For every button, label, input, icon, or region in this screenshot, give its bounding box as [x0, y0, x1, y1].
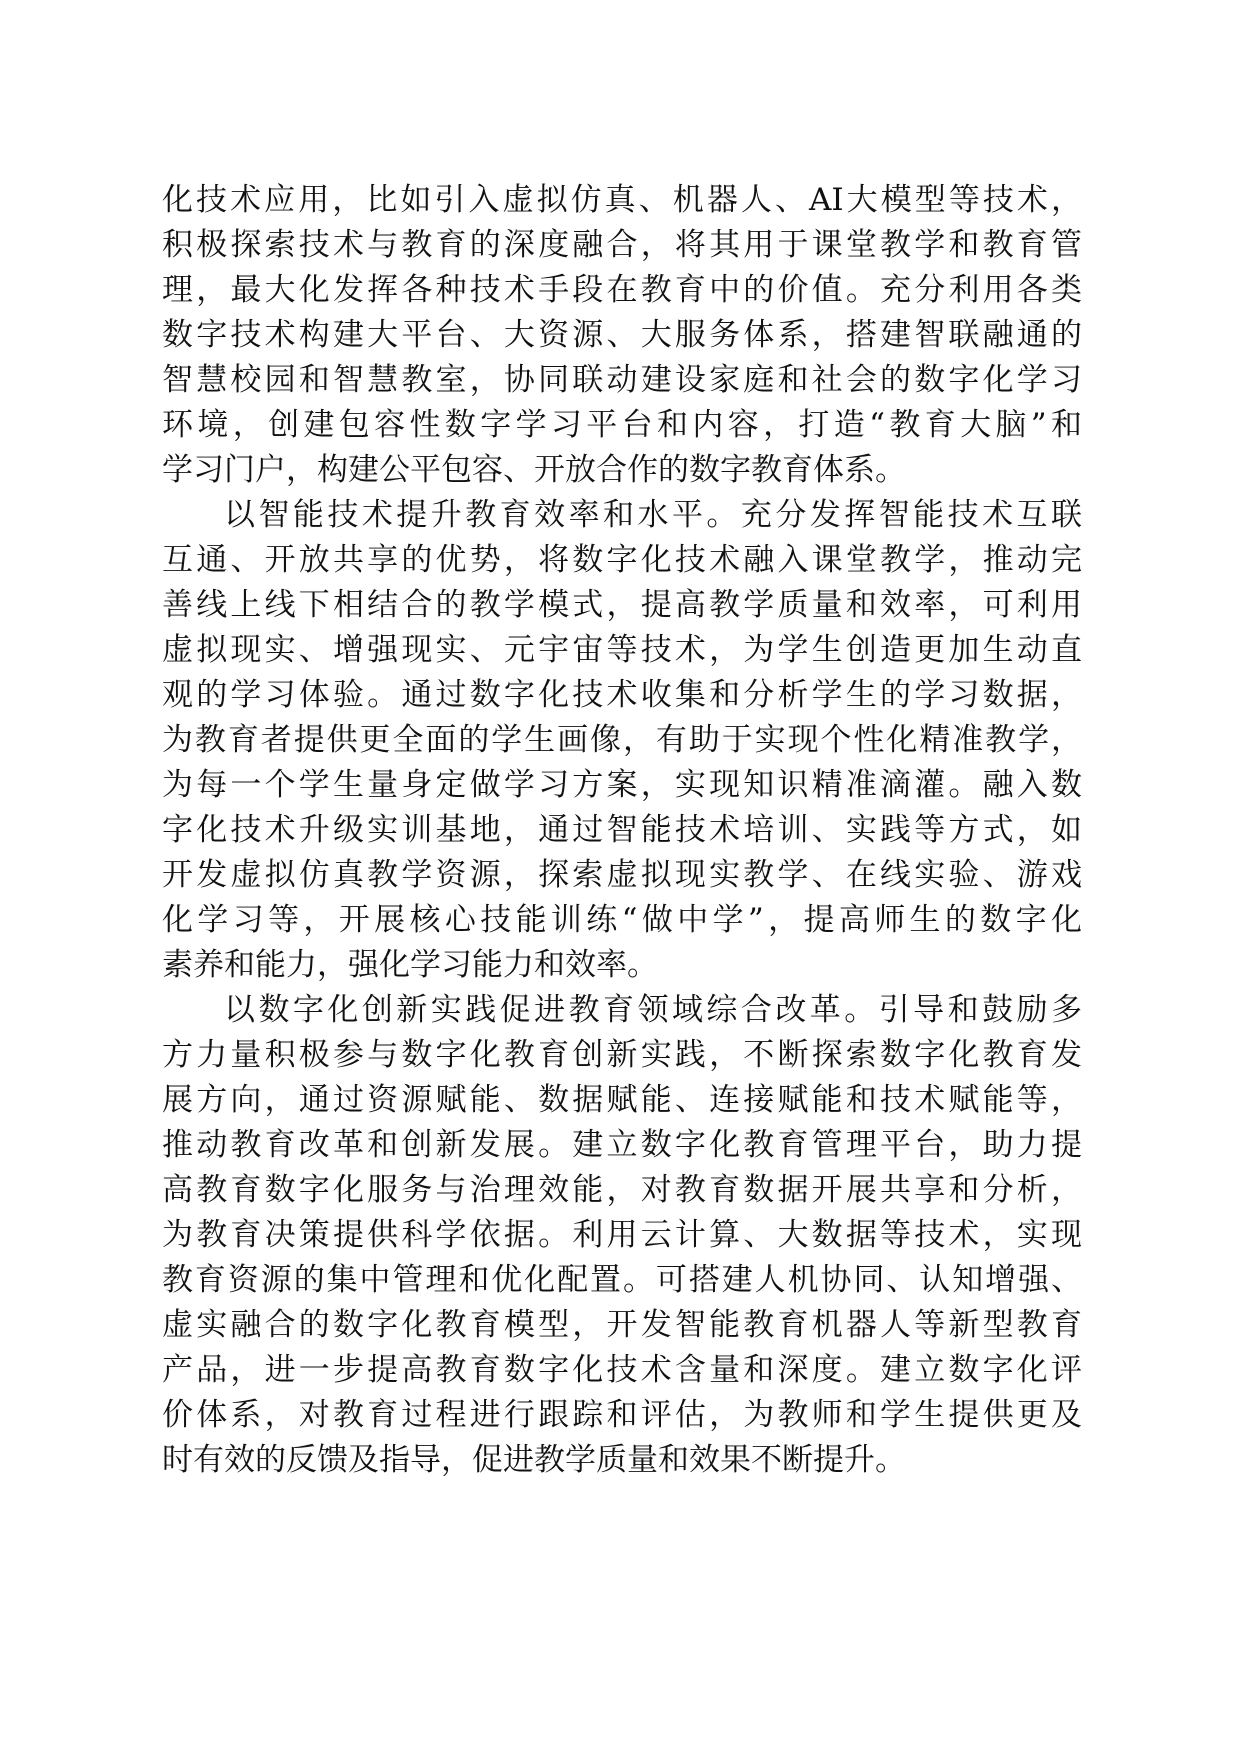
text-line: 推动教育改革和创新发展。建立数字化教育管理平台，助力提	[162, 1127, 1082, 1163]
text-line: 学习门户，构建公平包容、开放合作的数字教育体系。	[162, 452, 906, 488]
text-line: 数字技术构建大平台、大资源、大服务体系，搭建智联融通的	[162, 317, 1082, 353]
text-line: 展方向，通过资源赋能、数据赋能、连接赋能和技术赋能等，	[162, 1082, 1082, 1118]
text-line: 字化技术升级实训基地，通过智能技术培训、实践等方式，如	[162, 812, 1082, 848]
text-line: 虚实融合的数字化教育模型，开发智能教育机器人等新型教育	[162, 1307, 1082, 1343]
paragraph-1	[162, 178, 1082, 493]
paragraph-2	[162, 493, 1082, 988]
paragraph-3	[162, 988, 1082, 1483]
text-line: 以数字化创新实践促进教育领域综合改革。引导和鼓励多	[224, 992, 1082, 1028]
text-line: 产品，进一步提高教育数字化技术含量和深度。建立数字化评	[162, 1352, 1082, 1388]
text-line: 观的学习体验。通过数字化技术收集和分析学生的学习数据，	[162, 677, 1082, 713]
text-line: 为每一个学生量身定做学习方案，实现知识精准滴灌。融入数	[162, 767, 1082, 803]
text-line: 教育资源的集中管理和优化配置。可搭建人机协同、认知增强、	[162, 1262, 1082, 1298]
text-line: 虚拟现实、增强现实、元宇宙等技术，为学生创造更加生动直	[162, 632, 1082, 668]
text-line: 方力量积极参与数字化教育创新实践，不断探索数字化教育发	[162, 1037, 1082, 1073]
text-line: 化学习等，开展核心技能训练“做中学”，提高师生的数字化	[162, 902, 1082, 938]
text-line: 智慧校园和智慧教室，协同联动建设家庭和社会的数字化学习	[162, 362, 1082, 398]
text-line: 高教育数字化服务与治理效能，对教育数据开展共享和分析，	[162, 1172, 1082, 1208]
text-line: 善线上线下相结合的教学模式，提高教学质量和效率，可利用	[162, 587, 1082, 623]
text-line: 互通、开放共享的优势，将数字化技术融入课堂教学，推动完	[162, 542, 1082, 578]
text-line: 素养和能力，强化学习能力和效率。	[162, 947, 658, 983]
text-line: 理，最大化发挥各种技术手段在教育中的价值。充分利用各类	[162, 272, 1082, 308]
text-line: 价体系，对教育过程进行跟踪和评估，为教师和学生提供更及	[162, 1397, 1082, 1433]
text-line: 环境，创建包容性数字学习平台和内容，打造“教育大脑”和	[162, 407, 1082, 443]
text-line: 时有效的反馈及指导，促进教学质量和效果不断提升。	[162, 1442, 906, 1478]
body-text	[162, 178, 1082, 1483]
text-line: 化技术应用，比如引入虚拟仿真、机器人、AI大模型等技术，	[162, 182, 1082, 218]
text-line: 积极探索技术与教育的深度融合，将其用于课堂教学和教育管	[162, 227, 1082, 263]
text-line: 以智能技术提升教育效率和水平。充分发挥智能技术互联	[224, 497, 1082, 533]
text-line: 为教育者提供更全面的学生画像，有助于实现个性化精准教学，	[162, 722, 1082, 758]
text-line: 为教育决策提供科学依据。利用云计算、大数据等技术，实现	[162, 1217, 1082, 1253]
text-line: 开发虚拟仿真教学资源，探索虚拟现实教学、在线实验、游戏	[162, 857, 1082, 893]
